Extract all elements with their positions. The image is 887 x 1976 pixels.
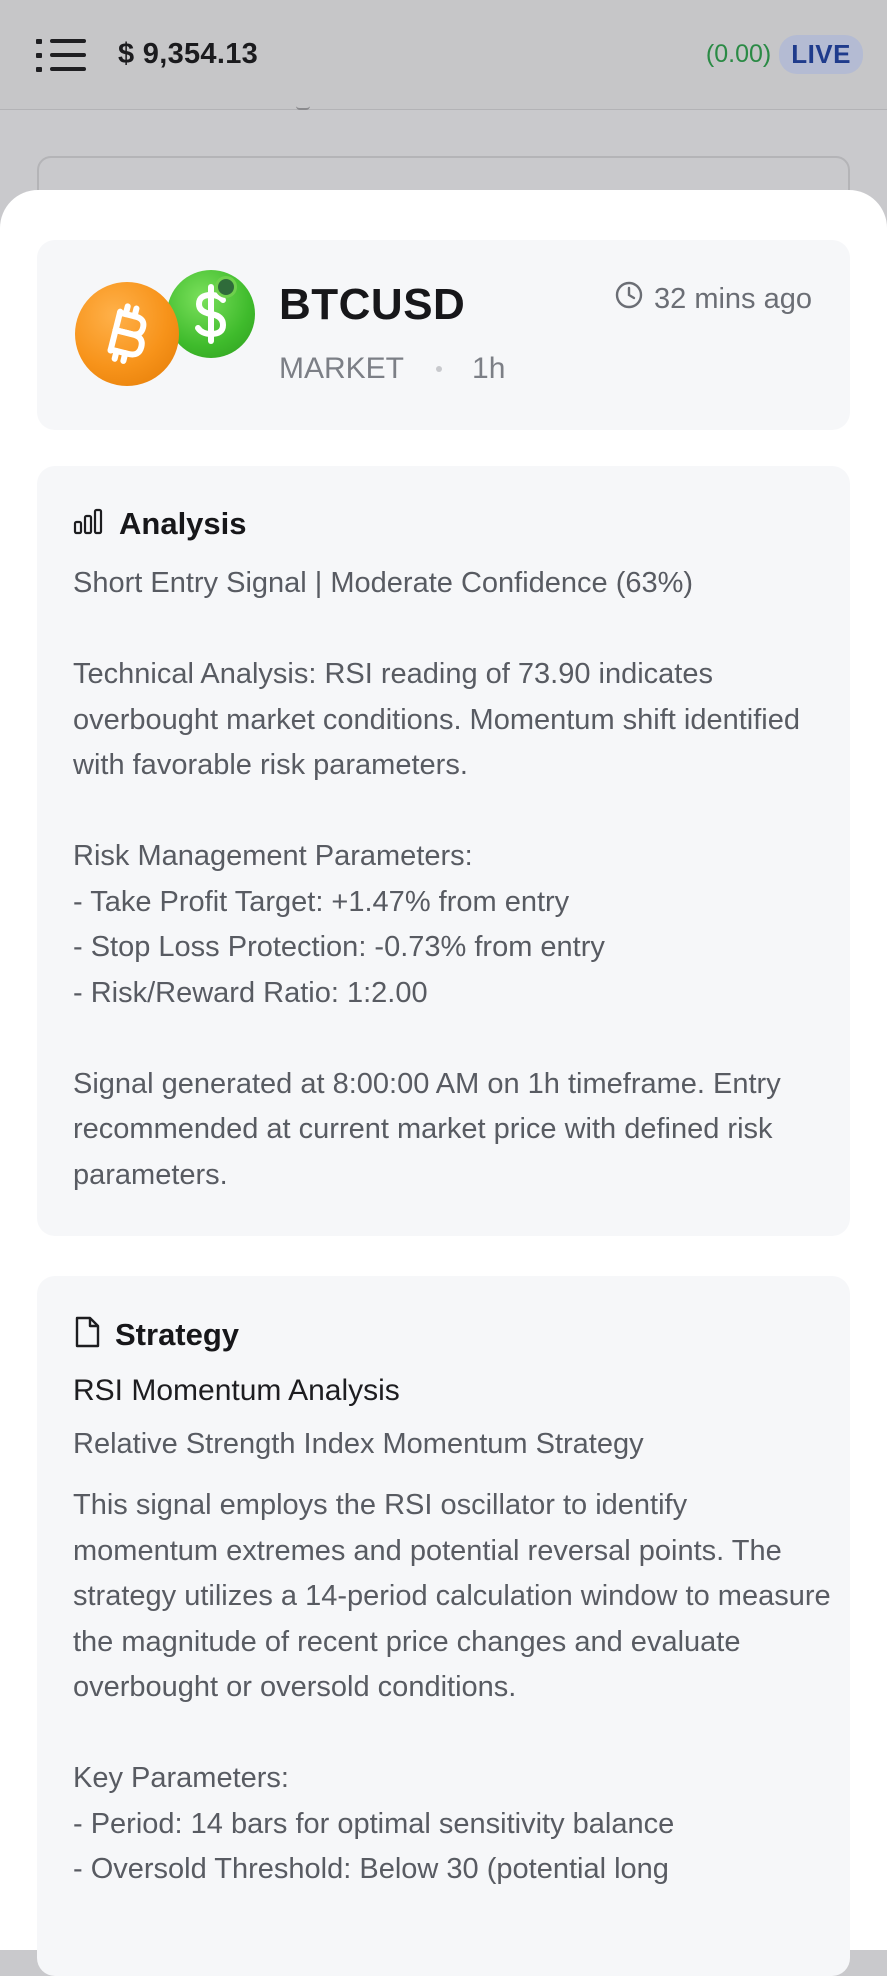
bitcoin-coin-icon: [75, 282, 179, 386]
balance-change: (0.00): [705, 40, 772, 68]
account-balance: $ 9,354.13: [118, 38, 259, 70]
strategy-subtitle: Relative Strength Index Momentum Strategy: [73, 1428, 644, 1460]
strategy-text: This signal employs the RSI oscillator to identify momentum extremes and potential reversal points. The strategy utilizes a 14-period calculation window to measure the magnitude of recent price changes and evaluate overbought or oversold conditions. Key Parameters: - Period: 14 bars for optimal sensitivity balance - Oversold Threshold: Below 30 (potential long: [73, 1489, 831, 1885]
analysis-title: Analysis: [119, 506, 247, 541]
top-bar: [0, 0, 887, 110]
live-badge[interactable]: LIVE: [779, 35, 863, 74]
pair-card: [37, 240, 850, 430]
background-text-fragment: [296, 106, 310, 110]
document-icon: [73, 1316, 101, 1353]
status-group: [706, 35, 863, 74]
bar-chart-icon: [73, 508, 105, 541]
order-type: MARKET: [279, 352, 405, 385]
analysis-text: Short Entry Signal | Moderate Confidence (63%) Technical Analysis: RSI reading of 73.90 indicates overbought market conditions. Momentum shift identified with favorable risk parameters. Risk Management Parameters: - Take Profit Target: +1.47% from entry - Stop Loss Protection: -0.73% from entry - Risk/Reward Ratio: 1:2.00 Signal generated at 8:00:00 AM on 1h timeframe. Entry recommended at current market price with defined risk parameters.: [73, 567, 800, 1191]
menu-icon[interactable]: [36, 35, 88, 75]
pair-symbol: BTCUSD: [279, 280, 466, 329]
strategy-name: RSI Momentum Analysis: [73, 1374, 400, 1407]
time-ago-text: 32 mins ago: [654, 282, 812, 315]
clock-icon: [614, 280, 644, 318]
strategy-card: [37, 1276, 850, 1976]
analysis-header: [73, 506, 247, 542]
status-indicator: [215, 276, 237, 298]
signal-detail-sheet: [0, 190, 887, 1950]
strategy-title: Strategy: [115, 1316, 240, 1352]
separator-dot: [436, 366, 442, 372]
dollar-coin-icon: [167, 270, 255, 358]
pair-meta: [279, 352, 505, 386]
signal-time: [614, 280, 812, 318]
timeframe: 1h: [472, 352, 506, 385]
analysis-card: [37, 466, 850, 1236]
strategy-header: [73, 1316, 239, 1353]
